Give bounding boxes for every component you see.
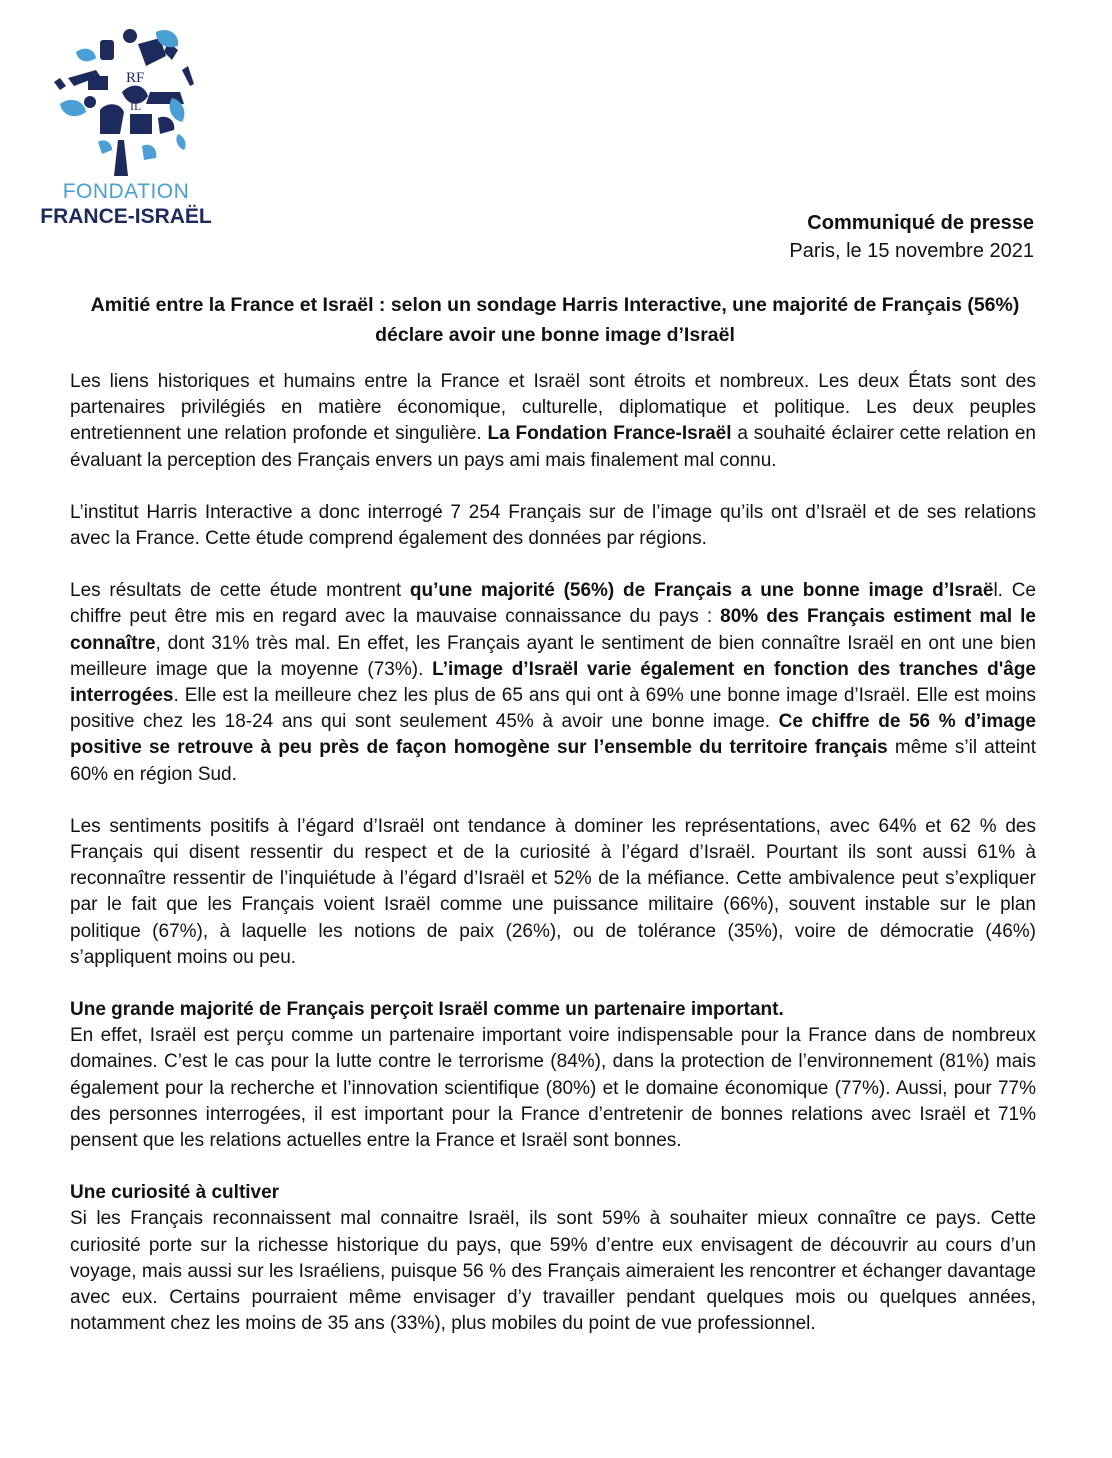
logo-fondation-text: FONDATION <box>62 180 190 203</box>
section-text: En effet, Israël est perçu comme un partenaire important voire indispensable pour la France dans de nombreux domaines. C’est le cas pour la lutte contre le terrorisme (84%), dans la protection de l’environnement (81%) mais également pour la recherche et l’innovation scientifique (80%) et le domaine économique (77%). Aussi, pour 77% des personnes interrogées, il est important pour la France d’entretenir de bonnes relations avec Israël et 71% pensent que les relations actuelles entre la France et Israël sont bonnes. <box>70 1025 1036 1152</box>
text-run: a souhaité éclairer cette relation en évaluant la perception des Français envers un pays ami mais finalement mal connu. <box>70 423 1036 471</box>
bold-run: Ce chiffre de 56 % d’image positive se retrouve à peu près de façon homogène sur l’ensemble du territoire français <box>70 711 1036 759</box>
svg-text:RF: RF <box>126 70 145 86</box>
paragraph <box>70 814 1036 971</box>
section-heading: Une grande majorité de Français perçoit Israël comme un partenaire important. <box>70 999 784 1021</box>
text-run: L’institut Harris Interactive a donc interrogé 7 254 Français sur de l’image qu’ils ont d’Israël et de ses relations avec la France. Cette étude comprend également des données par régions. <box>70 501 1036 550</box>
paragraph <box>70 369 1036 474</box>
svg-text:IL: IL <box>130 99 142 113</box>
article-body <box>70 369 1036 1364</box>
paragraph <box>70 578 1036 788</box>
text-run: même s’il atteint 60% en région Sud. <box>70 737 1036 785</box>
text-run: Les liens historiques et humains entre la France et Israël sont étroits et nombreux. Les deux États sont des partenaires privilégiés en matière économique, culturelle, diplomatique et politique. Les deux peuples entretiennent une relation profonde et singulière. <box>70 371 1036 445</box>
press-header <box>789 209 1034 265</box>
bold-run: L’image d’Israël varie également en fonction des tranches d'âge interrogées <box>70 658 1036 707</box>
section-text: Si les Français reconnaissent mal connaitre Israël, ils sont 59% à souhaiter mieux connaître ce pays. Cette curiosité porte sur la richesse historique du pays, que 59% d’entre eux envisagent de découvrir au cours d’un voyage, mais aussi sur les Israéliens, puisque 56 % des Français aimeraient les rencontrer et échanger davantage avec eux. Certains pourraient même envisager d’y travailler pendant quelques mois ou quelques années, notamment chez les moins de 35 ans (33%), plus mobiles du point de vue professionnel. <box>70 1208 1036 1335</box>
bold-run: La Fondation France-Israël <box>487 423 732 445</box>
text-run: Les sentiments positifs à l’égard d’Israël ont tendance à dominer les représentations, avec 64% et 62 % des Français qui disent ressentir du respect et de la curiosité à l’égard d’Israël. Pourtant ils sont aussi 61% à reconnaître ressentir de l’inquiétude à l’égard d’Israël et 52% de la méfiance. Cette ambivalence peut s’expliquer par le fait que les Français voient Israël comme une puissance militaire (66%), souvent instable sur le plan politique (67%), à laquelle les notions de paix (26%), ou de tolérance (35%), voire de démocratie (46%) s’appliquent moins ou peu. <box>70 815 1036 968</box>
text-run: Les résultats de cette étude montrent <box>70 580 410 602</box>
dateline: Paris, le 15 novembre 2021 <box>789 240 1034 262</box>
headline: Amitié entre la France et Israël : selon un sondage Harris Interactive, une majorité de Français (56%) déclare avoir une bonne image d’Israël <box>90 294 1020 346</box>
text-run: . Elle est la meilleure chez les plus de 65 ans qui ont à 69% une bonne image d’Israël. Elle est moins positive chez les 18-24 ans qui sont seulement 45% à avoir une bonne image. <box>70 685 1036 733</box>
text-run: l. Ce chiffre peut être mis en regard avec la mauvaise connaissance du pays : <box>70 580 1036 628</box>
paragraph <box>70 500 1036 552</box>
text-run: , dont 31% très mal. En effet, les Français ayant le sentiment de bien connaître Israël en ont une bien meilleure image que la moyenne (73%). <box>70 632 1036 680</box>
bold-run: qu’une majorité (56%) de Français a une bonne image d’Israë <box>409 580 994 602</box>
foundation-logo <box>38 22 218 237</box>
bold-run: 80% des Français estiment mal le connaître <box>70 606 1036 654</box>
press-release-title: Communiqué de presse <box>807 212 1034 234</box>
tree-emblem-icon <box>38 22 218 182</box>
section-heading: Une curiosité à cultiver <box>70 1182 280 1204</box>
logo-france-israel-text: FRANCE-ISRAËL <box>40 205 212 228</box>
